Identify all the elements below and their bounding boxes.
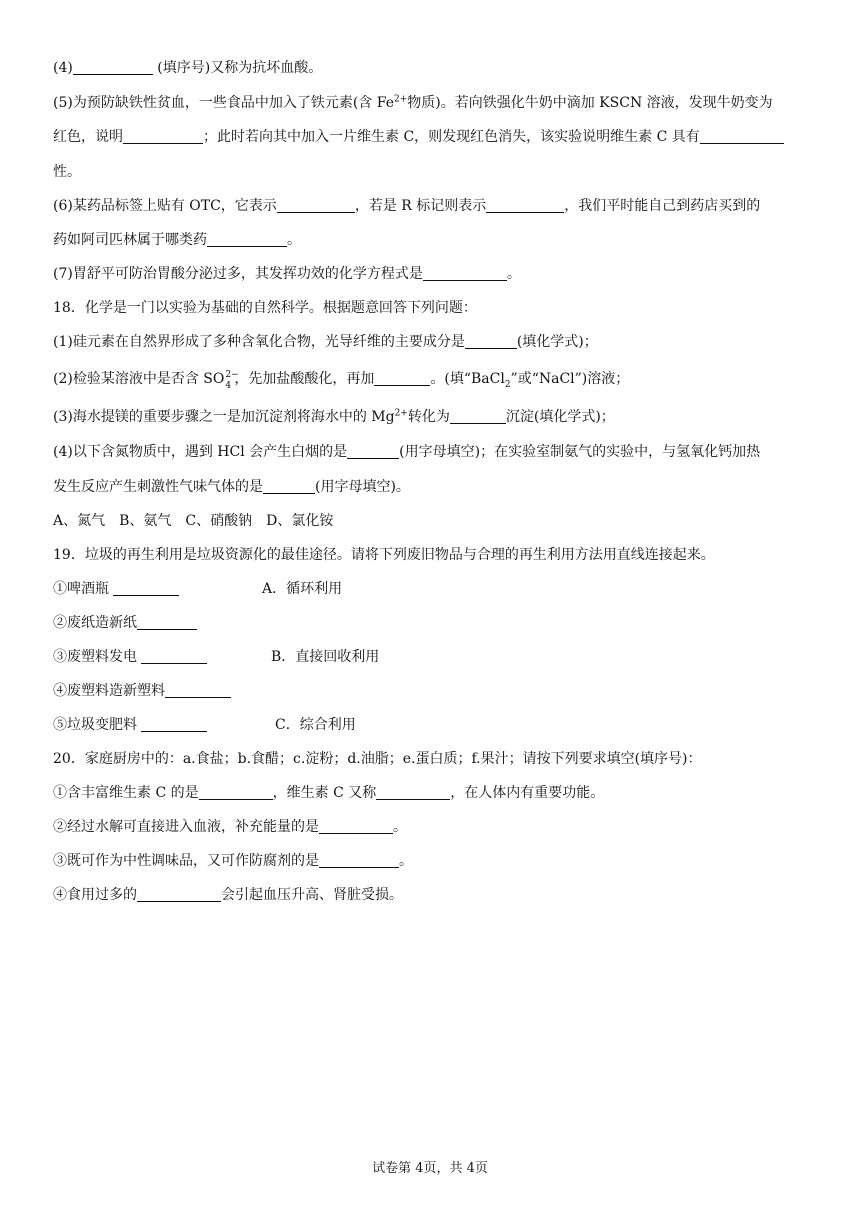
answer-blank[interactable] — [347, 444, 399, 459]
answer-blank[interactable] — [141, 649, 207, 664]
q19-title: 19．垃圾的再生利用是垃圾资源化的最佳途径。请将下列废旧物品与合理的再生利用方法用直线连接起来。 — [53, 547, 715, 563]
answer-blank[interactable] — [319, 819, 393, 834]
q17-part7: (7)胃舒平可防治胃酸分泌过多，其发挥功效的化学方程式是 。 — [53, 266, 521, 282]
q19-item-2: ②废纸造新纸 — [53, 613, 813, 633]
q17-part6-line1: (6)某药品标签上贴有 OTC，它表示 ，若是 R 标记则表示 ，我们平时能自己到药店买到的 — [53, 198, 761, 214]
q17-part5-line2: 红色，说明 ；此时若向其中加入一片维生素 C，则发现红色消失，该实验说明维生素 C 具有 — [53, 127, 813, 147]
q19-method-c: C．综合利用 — [275, 717, 356, 733]
answer-blank[interactable] — [700, 129, 784, 144]
answer-blank[interactable] — [319, 853, 399, 868]
page-footer: 试卷第 4页，共 4页 — [372, 1161, 488, 1176]
q18-title: 18．化学是一门以实验为基础的自然科学。根据题意回答下列问题： — [53, 300, 477, 316]
answer-blank[interactable] — [450, 409, 506, 424]
q20-part1: ①含丰富维生素 C 的是 ，维生素 C 又称 ，在人体内有重要功能。 — [53, 785, 605, 801]
answer-blank[interactable] — [423, 266, 507, 281]
answer-blank[interactable] — [465, 334, 517, 349]
answer-blank[interactable] — [73, 60, 153, 75]
answer-blank[interactable] — [137, 887, 221, 902]
q17-part6-line2: 药如阿司匹林属于哪类药 。 — [53, 232, 301, 248]
answer-blank[interactable] — [263, 479, 315, 494]
answer-blank[interactable] — [165, 683, 231, 698]
q19-item-5: ⑤垃圾变肥料 — [53, 715, 813, 735]
answer-blank[interactable] — [374, 371, 430, 386]
q20-title: 20．家庭厨房中的：a.食盐；b.食醋；c.淀粉；d.油脂；e.蛋白质；f.果汁；请按下列要求填空(填序号)： — [53, 751, 702, 767]
answer-blank[interactable] — [207, 232, 287, 247]
q18-options: A、氮气 B、氨气 C、硝酸钠 D、氯化铵 — [53, 513, 334, 529]
answer-blank[interactable] — [123, 129, 203, 144]
q19-method-b: B．直接回收利用 — [271, 649, 380, 665]
sulfate-charge: 2− 4 — [225, 370, 239, 391]
answer-blank[interactable] — [137, 615, 197, 630]
answer-blank[interactable] — [486, 198, 564, 213]
q20-part3: ③既可作为中性调味品，又可作防腐剂的是 。 — [53, 853, 413, 869]
q17-part4: (4) (填序号)又称为抗坏血酸。 — [53, 60, 323, 76]
q18-part4-line1: (4)以下含氮物质中，遇到 HCl 会产生白烟的是 (用字母填空)；在实验室制氨气的实验中，与氢氧化钙加热 — [53, 444, 761, 460]
answer-blank[interactable] — [113, 581, 179, 596]
q18-part4-line2: 发生反应产生刺激性气味气体的是 (用字母填空)。 — [53, 479, 410, 495]
q17-part5-line3: 性。 — [53, 164, 81, 180]
answer-blank[interactable] — [141, 717, 207, 732]
q19-item-3: ③废塑料发电 — [53, 647, 813, 667]
answer-blank[interactable] — [277, 198, 355, 213]
q19-item-1: ①啤酒瓶 — [53, 579, 813, 599]
q18-part1: (1)硅元素在自然界形成了多种含氧化合物，光导纤维的主要成分是 (填化学式)； — [53, 334, 598, 350]
q19-method-a: A．循环利用 — [262, 581, 343, 597]
answer-blank[interactable] — [376, 785, 450, 800]
q20-part4: ④食用过多的 会引起血压升高、肾脏受损。 — [53, 887, 403, 903]
q19-item-4: ④废塑料造新塑料 — [53, 681, 813, 701]
q18-part2: (2)检验某溶液中是否含 SO 2− 4 ，先加盐酸酸化，再加 。(填“BaCl$_2$”或“NaCl”)溶液； — [53, 370, 630, 391]
answer-blank[interactable] — [199, 785, 273, 800]
q20-part2: ②经过水解可直接进入血液，补充能量的是 。 — [53, 819, 407, 835]
q18-part3: (3)海水提镁的重要步骤之一是加沉淀剂将海水中的 $Mg^{2+}$转化为 沉淀(填化学式)； — [53, 408, 615, 425]
q17-part5-line1: (5)为预防缺铁性贫血，一些食品中加入了铁元素(含 $Fe^{2+}$物质)。若向铁强化牛奶中滴加 KSCN 溶液，发现牛奶变为 — [53, 94, 773, 111]
